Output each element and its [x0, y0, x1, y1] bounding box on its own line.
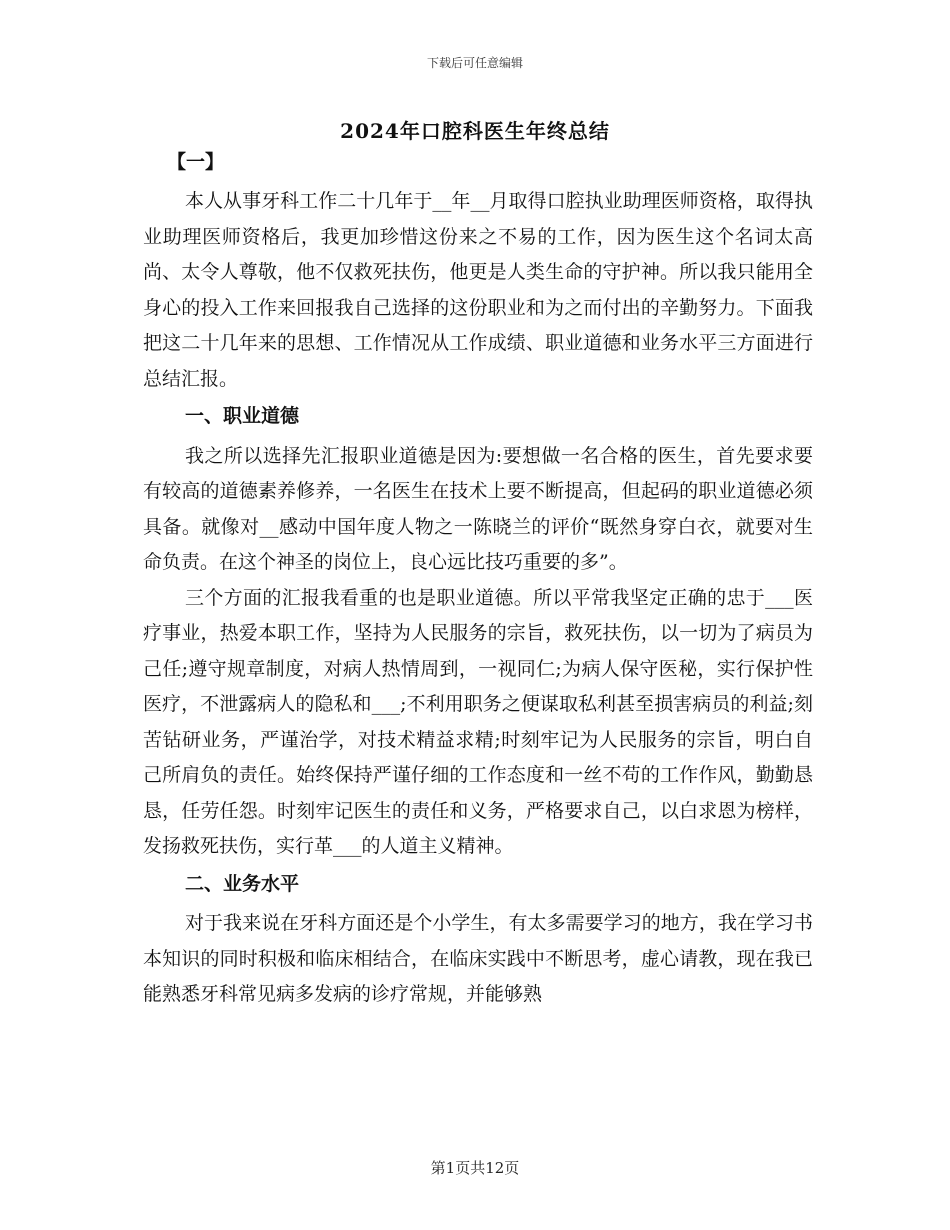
document-title: 2024年口腔科医生年终总结 — [340, 119, 610, 143]
page-footer-info: 第1页共12页 — [430, 1159, 520, 1177]
heading-professional-skill: 二、业务水平 — [185, 872, 300, 895]
page-header-note: 下载后可任意编辑 — [426, 56, 523, 70]
intro-paragraph: 本人从事牙科工作二十几年于__年__月取得口腔执业助理医师资格，取得执业助理医师资格后，我更加珍惜这份来之不易的工作，因为医生这个名词太高尚、太令人尊敬，他不仅救死扶伤，他更是人类生命的守护神。所以我只能用全身心的投入工作来回报我自己选择的这份职业和为之而付出的辛勤努力。下面我把这二十几年来的思想、工作情况从工作成绩、职业道德和业务水平三方面进行总结汇报。 — [143, 190, 813, 390]
heading-professional-ethics: 一、职业道德 — [185, 405, 300, 427]
skill-paragraph-1: 对于我来说在牙科方面还是个小学生，有太多需要学习的地方，我在学习书本知识的同时积极和临床相结合，在临床实践中不断思考，虚心请教，现在我已能熟悉牙科常见病多发病的诊疗常规，并能够熟 — [143, 912, 813, 1005]
ethics-paragraph-2: 三个方面的汇报我看重的也是职业道德。所以平常我坚定正确的忠于___医疗事业，热爱本职工作，坚持为人民服务的宗旨，救死扶伤，以一切为了病员为己任;遵守规章制度，对病人热情周到，一视同仁;为病人保守医秘，实行保护性医疗，不泄露病人的隐私和___;不利用职务之便谋取私利甚至损害病员的利益;刻苦钻研业务，严谨治学，对技术精益求精;时刻牢记为人民服务的宗旨，明白自己所肩负的责任。始终保持严谨仔细的工作态度和一丝不苟的工作作风，勤勤恳恳，任劳任怨。时刻牢记医生的责任和义务，严格要求自己，以白求恩为榜样，发扬救死扶伤，实行革___的人道主义精神。 — [143, 586, 813, 857]
section-marker: 【一】 — [167, 151, 225, 173]
document-body — [143, 140, 813, 1013]
ethics-paragraph-1: 我之所以选择先汇报职业道德是因为:要想做一名合格的医生，首先要求要有较高的道德素养修养，一名医生在技术上要不断提高，但起码的职业道德必须具备。就像对__感动中国年度人物之一陈晓兰的评价“既然身穿白衣，就要对生命负责。在这个神圣的岗位上，良心远比技巧重要的多”。 — [143, 444, 813, 573]
